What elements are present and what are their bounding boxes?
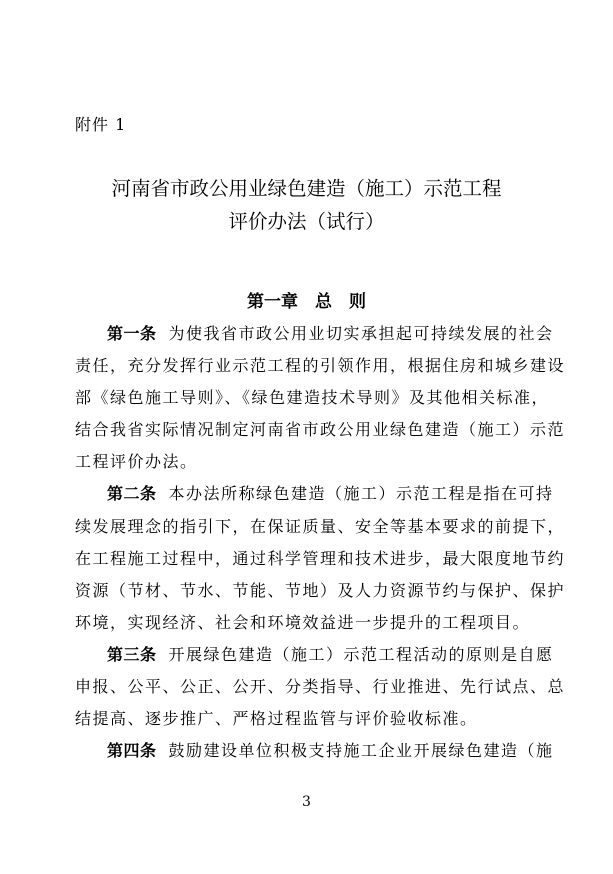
article-heading: 第二条 [107,484,157,504]
page-number: 3 [302,794,311,810]
title-line-2: 评价办法（试行） [228,210,385,233]
article-line [75,478,554,510]
article-heading: 第四条 [107,741,157,761]
article-line [75,735,554,767]
article-line: 责任，充分发挥行业示范工程的引领作用，根据住房和城乡建设 [75,356,566,376]
article-text: 开展绿色建造（施工）示范工程活动的原则是自愿 [168,644,554,664]
article-line: 结提高、逐步推广、严格过程监管与评价验收标准。 [75,709,478,729]
article-line: 结合我省实际情况制定河南省市政公用业绿色建造（施工）示范 [75,420,566,440]
title-line-1: 河南省市政公用业绿色建造（施工）示范工程 [111,177,502,200]
article-text: 本办法所称绿色建造（施工）示范工程是指在可持 [168,484,554,504]
article-line: 申报、公平、公正、公开、分类指导、行业推进、先行试点、总 [75,677,566,697]
article-line [75,639,554,671]
article-1 [75,318,566,478]
article-text: 鼓励建设单位积极支持施工企业开展绿色建造（施 [168,741,554,761]
article-heading: 第三条 [107,644,157,664]
article-line: 在工程施工过程中，通过科学管理和技术进步，最大限度地节约 [75,548,566,568]
article-line: 续发展理念的指引下，在保证质量、安全等基本要求的前提下， [75,516,566,536]
article-4 [75,735,554,767]
article-line: 环境，实现经济、社会和环境效益进一步提升的工程项目。 [75,612,531,632]
document-title [0,172,613,238]
article-line: 资源（节材、节水、节能、节地）及人力资源节约与保护、保护 [75,580,566,600]
attachment-label: 附件 1 [75,115,127,134]
article-3 [75,639,566,735]
article-line [75,318,554,350]
article-2 [75,478,566,638]
chapter-title: 第一章 总 则 [247,292,366,312]
body-text [75,318,566,767]
article-heading: 第一条 [107,324,157,343]
article-line: 工程评价办法。 [75,452,198,472]
article-line: 部《绿色施工导则》、《绿色建造技术导则》及其他相关标准， [75,388,550,408]
article-text: 为使我省市政公用业切实承担起可持续发展的社会 [168,324,554,343]
